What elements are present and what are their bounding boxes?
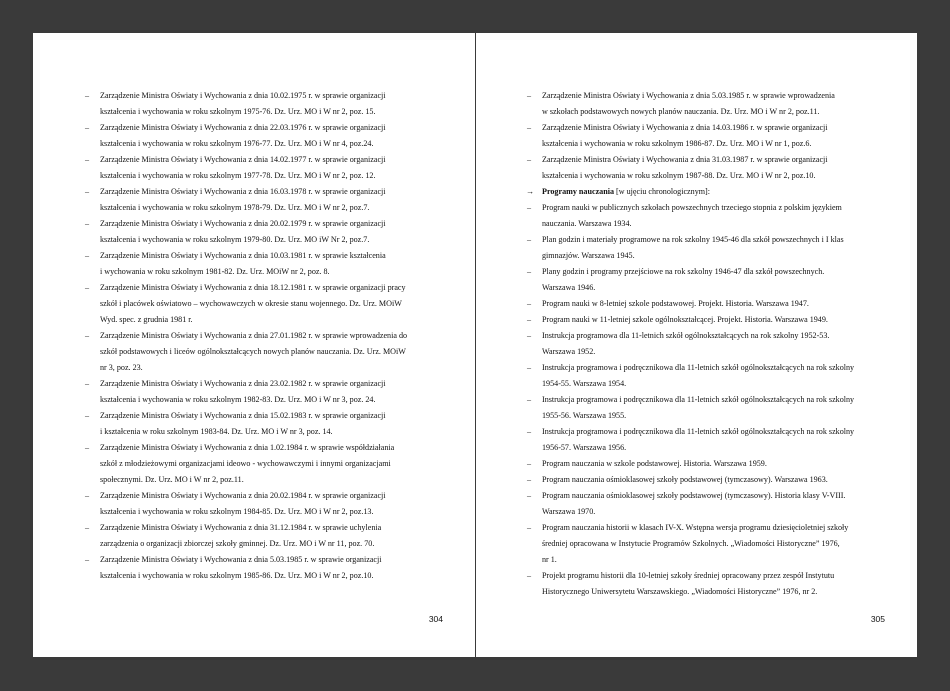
dash-bullet: – xyxy=(527,363,532,372)
bibliography-entry xyxy=(527,120,899,152)
dash-bullet: – xyxy=(85,91,90,100)
entry-text: Zarządzenie Ministra Oświaty i Wychowania z dnia 23.02.1982 r. w sprawie organizacji kształcenia i wychowania w roku szkolnym 1982-83. Dz. Urz. MO i W nr 3, poz. 24. xyxy=(100,379,386,404)
bibliography-entry xyxy=(527,296,899,312)
dash-bullet: – xyxy=(85,331,90,340)
entry-text: Program nauczania w szkole podstawowej. Historia. Warszawa 1959. xyxy=(542,459,767,468)
dash-bullet: – xyxy=(85,379,90,388)
bibliography-entry xyxy=(85,488,465,520)
dash-bullet: – xyxy=(85,283,90,292)
entry-text: Plany godzin i programy przejściowe na rok szkolny 1946-47 dla szkół powszechnych. Warszawa 1946. xyxy=(542,267,825,292)
dash-bullet: – xyxy=(85,155,90,164)
bibliography-entry xyxy=(85,120,465,152)
bibliography-entry xyxy=(527,312,899,328)
section-heading: Programy nauczania xyxy=(542,187,615,196)
bibliography-entry xyxy=(527,152,899,184)
dash-bullet: – xyxy=(85,251,90,260)
bibliography-entry xyxy=(85,376,465,408)
dash-bullet: – xyxy=(527,459,532,468)
dash-bullet: – xyxy=(527,571,532,580)
dash-bullet: – xyxy=(527,395,532,404)
bibliography-entry xyxy=(527,328,899,360)
entry-text: Instrukcja programowa i podręcznikowa dla 11-letnich szkół ogólnokształcących na rok szkolny 1955-56. Warszawa 1955. xyxy=(542,395,855,420)
entry-text: Zarządzenie Ministra Oświaty i Wychowania z dnia 10.02.1975 r. w sprawie organizacji kształcenia i wychowania w roku szkolnym 1975-76. Dz. Urz. MO i W nr 2, poz. 15. xyxy=(100,91,386,116)
bibliography-entry xyxy=(527,392,899,424)
entry-text: Zarządzenie Ministra Oświaty i Wychowania z dnia 31.03.1987 r. w sprawie organizacji kształcenia i wychowania w roku szkolnym 1987-88. Dz. Urz. MO i W nr 2, poz.10. xyxy=(542,155,828,180)
bibliography-entry xyxy=(85,184,465,216)
bibliography-entry xyxy=(527,264,899,296)
entry-text: Program nauki w 8-letniej szkole podstawowej. Projekt. Historia. Warszawa 1947. xyxy=(542,299,809,308)
bibliography-entry xyxy=(85,216,465,248)
bibliography-entry xyxy=(85,520,465,552)
entry-text: Zarządzenie Ministra Oświaty i Wychowania z dnia 5.03.1985 r. w sprawie organizacji kształcenia i wychowania w roku szkolnym 1985-86. Dz. Urz. MO i W nr 2, poz.10. xyxy=(100,555,382,580)
dash-bullet: – xyxy=(85,187,90,196)
bibliography-entry xyxy=(85,440,465,488)
dash-bullet: – xyxy=(527,475,532,484)
arrow-bullet: → xyxy=(526,187,535,196)
section-heading-entry xyxy=(527,184,899,200)
entry-text: Plan godzin i materiały programowe na rok szkolny 1945-46 dla szkół powszechnych i I klas gimnazjów. Warszawa 1945. xyxy=(542,235,844,260)
entry-text: Zarządzenie Ministra Oświaty i Wychowania z dnia 27.01.1982 r. w sprawie wprowadzenia do szkół podstawowych i liceów ogólnokształcących nowych planów nauczania. Dz. Urz. MOiW nr 3, poz. 23. xyxy=(100,331,408,372)
dash-bullet: – xyxy=(527,203,532,212)
dash-bullet: – xyxy=(85,411,90,420)
bibliography-entry xyxy=(85,152,465,184)
bibliography-entry xyxy=(527,424,899,456)
dash-bullet: – xyxy=(85,219,90,228)
dash-bullet: – xyxy=(527,427,532,436)
entry-text: Zarządzenie Ministra Oświaty i Wychowania z dnia 5.03.1985 r. w sprawie wprowadzenia w szkołach podstawowych nowych planów nauczania. Dz. Urz. MO i W nr 2, poz.11. xyxy=(542,91,835,116)
entry-text: Zarządzenie Ministra Oświaty i Wychowania z dnia 22.03.1976 r. w sprawie organizacji kształcenia i wychowania w roku szkolnym 1976-77. Dz. Urz. MO i W nr 4, poz.24. xyxy=(100,123,386,148)
entry-text: Program nauczania historii w klasach IV-X. Wstępna wersja programu dziesięcioletniej szkoły średniej opracowana w Instytucie Programów Szkolnych. „Wiadomości Historyczne” 1976, nr 1. xyxy=(542,523,849,564)
entry-text: Zarządzenie Ministra Oświaty i Wychowania z dnia 16.03.1978 r. w sprawie organizacji kształcenia i wychowania w roku szkolnym 1978-79. Dz. Urz. MO i W nr 2, poz.7. xyxy=(100,187,386,212)
entry-text: Instrukcja programowa i podręcznikowa dla 11-letnich szkół ogólnokształcących na rok szkolny 1954-55. Warszawa 1954. xyxy=(542,363,855,388)
dash-bullet: – xyxy=(527,523,532,532)
dash-bullet: – xyxy=(85,555,90,564)
dash-bullet: – xyxy=(85,491,90,500)
dash-bullet: – xyxy=(527,331,532,340)
page-number: 304 xyxy=(428,614,443,624)
entry-text: Zarządzenie Ministra Oświaty i Wychowania z dnia 18.12.1981 r. w sprawie organizacji pracy szkół i placówek oświatowo – wychowawczych w okresie stanu wojennego. Dz. Urz. MOiW Wyd. spec. z grudnia 1981 r. xyxy=(100,283,406,324)
entry-text: Zarządzenie Ministra Oświaty i Wychowania z dnia 10.03.1981 r. w sprawie kształcenia i wychowania w roku szkolnym 1981-82. Dz. Urz. MOiW nr 2, poz. 8. xyxy=(100,251,386,276)
bibliography-entry xyxy=(527,200,899,232)
entry-text: Projekt programu historii dla 10-letniej szkoły średniej opracowany przez zespół Instytutu Historycznego Uniwersytetu Warszawskiego. „Wiadomości Historyczne” 1976, nr 2. xyxy=(542,571,835,596)
bibliography-entry xyxy=(527,520,899,568)
bibliography-entry xyxy=(85,248,465,280)
entry-text: Zarządzenie Ministra Oświaty i Wychowania z dnia 20.02.1984 r. w sprawie organizacji kształcenia i wychowania w roku szkolnym 1984-85. Dz. Urz. MO i W nr 2, poz.13. xyxy=(100,491,386,516)
bibliography-entry xyxy=(85,280,465,328)
bibliography-entry xyxy=(85,88,465,120)
entry-text: Program nauczania ośmioklasowej szkoły podstawowej (tymczasowy). Historia klasy V-VIII. Warszawa 1970. xyxy=(542,491,846,516)
bibliography-entry xyxy=(85,328,465,376)
entry-text: Zarządzenie Ministra Oświaty i Wychowania z dnia 14.03.1986 r. w sprawie organizacji kształcenia i wychowania w roku szkolnym 1986-87. Dz. Urz. MO i W nr 1, poz.6. xyxy=(542,123,828,148)
left-entry-list xyxy=(85,88,465,584)
dash-bullet: – xyxy=(527,267,532,276)
dash-bullet: – xyxy=(527,235,532,244)
dash-bullet: – xyxy=(85,523,90,532)
entry-text: Instrukcja programowa dla 11-letnich szkół ogólnokształcących na rok szkolny 1952-53. Warszawa 1952. xyxy=(542,331,830,356)
bibliography-entry xyxy=(527,232,899,264)
entry-text: Program nauki w 11-letniej szkole ogólnokształcącej. Projekt. Historia. Warszawa 1949. xyxy=(542,315,828,324)
dash-bullet: – xyxy=(527,299,532,308)
bibliography-entry xyxy=(527,88,899,120)
dash-bullet: – xyxy=(527,491,532,500)
entry-text: Zarządzenie Ministra Oświaty i Wychowania z dnia 20.02.1979 r. w sprawie organizacji kształcenia i wychowania w roku szkolnym 1979-80. Dz. Urz. MO iW Nr 2, poz.7. xyxy=(100,219,386,244)
entry-text: Zarządzenie Ministra Oświaty i Wychowania z dnia 15.02.1983 r. w sprawie organizacji i kształcenia w roku szkolnym 1983-84. Dz. Urz. MO i W nr 3, poz. 14. xyxy=(100,411,386,436)
bibliography-entry xyxy=(85,552,465,584)
entry-text: Program nauczania ośmioklasowej szkoły podstawowej (tymczasowy). Warszawa 1963. xyxy=(542,475,828,484)
bibliography-entry xyxy=(85,408,465,440)
dash-bullet: – xyxy=(527,91,532,100)
bibliography-entry xyxy=(527,488,899,520)
section-heading-note: [w ujęciu chronologicznym]: xyxy=(614,187,710,196)
entry-text: Instrukcja programowa i podręcznikowa dla 11-letnich szkół ogólnokształcących na rok szkolny 1956-57. Warszawa 1956. xyxy=(542,427,855,452)
dash-bullet: – xyxy=(85,443,90,452)
bibliography-entry xyxy=(527,456,899,472)
bibliography-entry xyxy=(527,568,899,600)
dash-bullet: – xyxy=(527,155,532,164)
entry-text: Zarządzenie Ministra Oświaty i Wychowania z dnia 31.12.1984 r. w sprawie uchylenia zarządzenia o organizacji zbiorczej szkoły gminnej. Dz. Urz. MO i W nr 11, poz. 70. xyxy=(100,523,382,548)
dash-bullet: – xyxy=(85,123,90,132)
left-page xyxy=(33,33,475,657)
entry-text: Zarządzenie Ministra Oświaty i Wychowania z dnia 1.02.1984 r. w sprawie współdziałania szkół z młodzieżowymi organizacjami ideowo - wychowawczymi i innymi organizacjami społecznymi. Dz. Urz. MO i W nr 2, poz.11. xyxy=(100,443,395,484)
dash-bullet: – xyxy=(527,123,532,132)
page-number: 305 xyxy=(870,614,885,624)
right-entry-list xyxy=(527,88,899,600)
right-page xyxy=(476,33,917,657)
bibliography-entry xyxy=(527,472,899,488)
entry-text: Program nauki w publicznych szkołach powszechnych trzeciego stopnia z polskim językiem nauczania. Warszawa 1934. xyxy=(542,203,842,228)
entry-text: Zarządzenie Ministra Oświaty i Wychowania z dnia 14.02.1977 r. w sprawie organizacji kształcenia i wychowania w roku szkolnym 1977-78. Dz. Urz. MO i W nr 2, poz. 12. xyxy=(100,155,386,180)
dash-bullet: – xyxy=(527,315,532,324)
entry-text xyxy=(542,187,710,196)
bibliography-entry xyxy=(527,360,899,392)
